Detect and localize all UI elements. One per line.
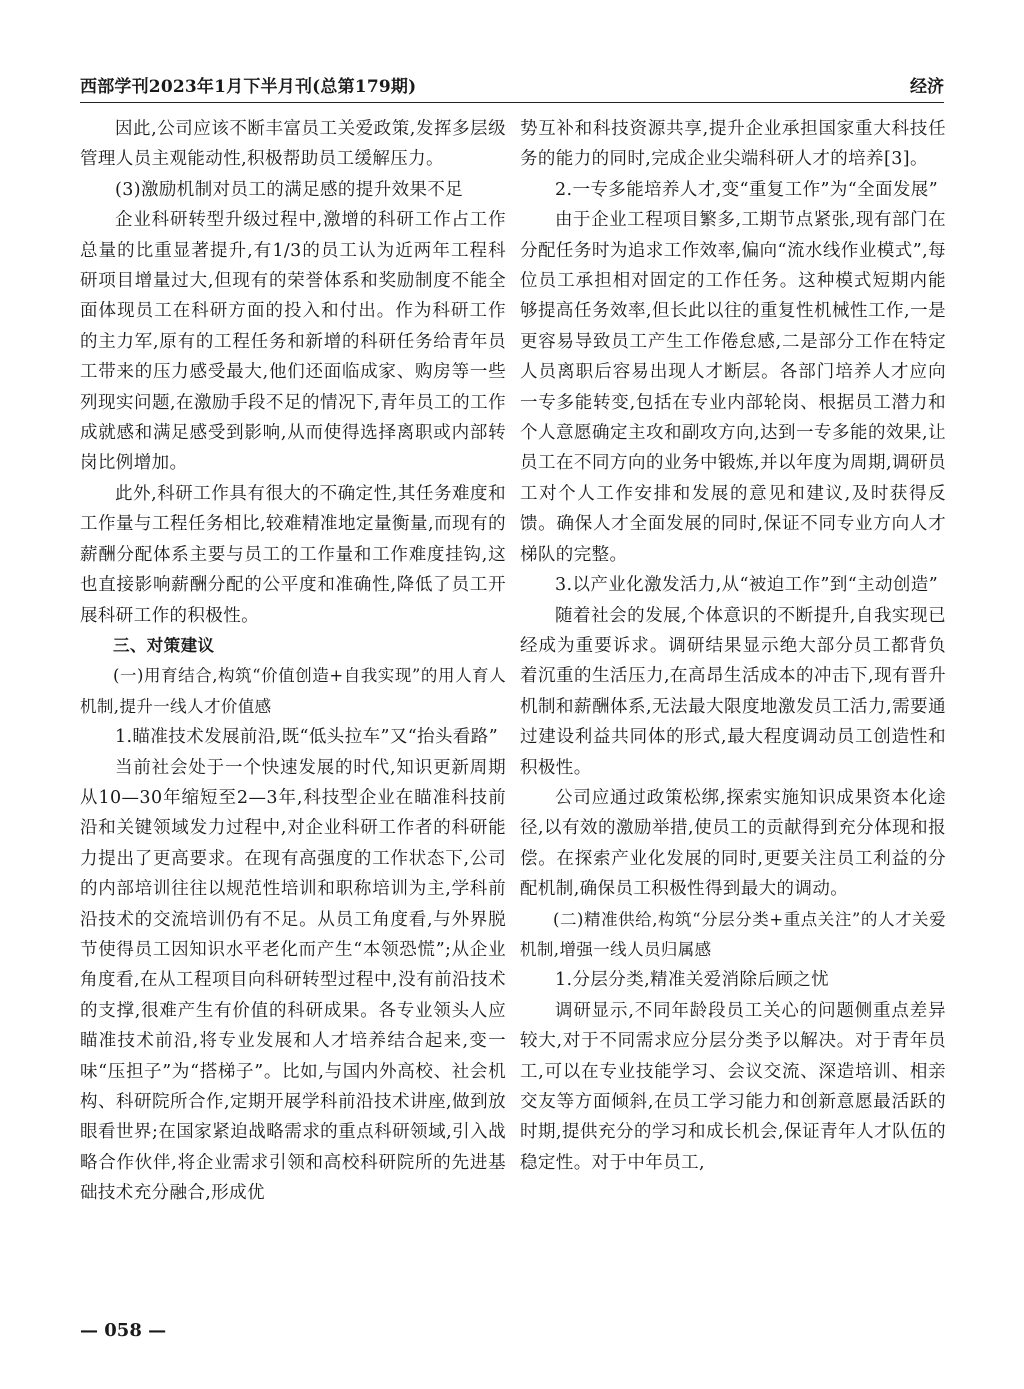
header-divider [80,102,944,103]
left-column [80,114,506,1304]
section-label: 经济 [910,77,944,97]
right-column [520,114,946,1304]
subsection-heading: 2.一专多能培养人才,变“重复工作”为“全面发展” [555,179,939,200]
subsection-heading: 1.分层分类,精准关爱消除后顾之忧 [555,970,830,991]
subsection-heading: 1.瞄准技术发展前沿,既“低头拉车”又“抬头看路” [115,727,499,748]
paragraph: 调研显示,不同年龄段员工关心的问题侧重点差异较大,对于不同需求应分层分类予以解决。对于青年员工,可以在专业技能学习、会议交流、深造培训、相亲交友等方面倾斜,在员工学习能力和创新意愿最活跃的时期,提供充分的学习和成长机会,保证青年人才队伍的稳定性。对于中年员工, [520,1000,946,1173]
subsection-heading: (3)激励机制对员工的满足感的提升效果不足 [115,179,464,200]
paragraph: 随着社会的发展,个体意识的不断提升,自我实现已经成为重要诉求。调研结果显示绝大部分员工都背负着沉重的生活压力,在高昂生活成本的冲击下,现有晋升机制和薪酬体系,无法最大限度地激发员工活力,需要通过建设利益共同体的形式,最大程度调动员工创造性和积极性。 [520,605,946,778]
paragraph: 因此,公司应该不断丰富员工关爱政策,发挥多层级管理人员主观能动性,积极帮助员工缓解压力。 [80,119,506,170]
section-heading: 三、对策建议 [113,635,215,655]
paragraph: 势互补和科技资源共享,提升企业承担国家重大科技任务的能力的同时,完成企业尖端科研人才的培养[3]。 [520,119,946,170]
subsection-heading: (一)用育结合,构筑“价值创造+自我实现”的用人育人机制,提升一线人才价值感 [80,666,506,716]
paragraph: 当前社会处于一个快速发展的时代,知识更新周期从10—30年缩短至2—3年,科技型企业在瞄准科技前沿和关键领域发力过程中,对企业科研工作者的科研能力提出了更高要求。在现有高强度的工作状态下,公司的内部培训往往以规范性培训和职称培训为主,学科前沿技术的交流培训仍有不足。从员工角度看,与外界脱节使得员工因知识水平老化而产生“本领恐慌”;从企业角度看,在从工程项目向科研转型过程中,没有前沿技术的支撑,很难产生有价值的科研成果。各专业领头人应瞄准技术前沿,将专业发展和人才培养结合起来,变一味“压担子”为“搭梯子”。比如,与国内外高校、社会机构、科研院所合作,定期开展学科前沿技术讲座,做到放眼看世界;在国家紧迫战略需求的重点科研领域,引入战略合作伙伴,将企业需求引领和高校科研院所的先进基础技术充分融合,形成优 [80,757,506,1204]
paragraph: 企业科研转型升级过程中,激增的科研工作占工作总量的比重显著提升,有1/3的员工认为近两年工程科研项目增量过大,但现有的荣誉体系和奖励制度不能全面体现员工在科研方面的投入和付出。作为科研工作的主力军,原有的工程任务和新增的科研任务给青年员工带来的压力感受最大,他们还面临成家、购房等一些列现实问题,在激励手段不足的情况下,青年员工的工作成就感和满足感受到影响,从而使得选择离职或内部转岗比例增加。 [80,210,506,474]
journal-issue-title: 西部学刊2023年1月下半月刊(总第179期) [80,77,417,97]
subsection-heading: (二)精准供给,构筑“分层分类+重点关注”的人才关爱机制,增强一线人员归属感 [520,909,946,959]
page-header [80,72,944,104]
subsection-heading: 3.以产业化激发活力,从“被迫工作”到“主动创造” [555,575,939,596]
paragraph: 此外,科研工作具有很大的不确定性,其任务难度和工作量与工程任务相比,较难精准地定量衡量,而现有的薪酬分配体系主要与员工的工作量和工作难度挂钩,这也直接影响薪酬分配的公平度和准确性,降低了员工开展科研工作的积极性。 [80,483,506,626]
paragraph: 公司应通过政策松绑,探索实施知识成果资本化途径,以有效的激励举措,使员工的贡献得到充分体现和报偿。在探索产业化发展的同时,更要关注员工利益的分配机制,确保员工积极性得到最大的调动。 [520,787,946,900]
page-number: — 058 — [80,1320,167,1341]
paragraph: 由于企业工程项目繁多,工期节点紧张,现有部门在分配任务时为追求工作效率,偏向“流水线作业模式”,每位员工承担相对固定的工作任务。这种模式短期内能够提高任务效率,但长此以往的重复性机械性工作,一是更容易导致员工产生工作倦怠感,二是部分工作在特定人员离职后容易出现人才断层。各部门培养人才应向一专多能转变,包括在专业内部轮岗、根据员工潜力和个人意愿确定主攻和副攻方向,达到一专多能的效果,让员工在不同方向的业务中锻炼,并以年度为周期,调研员工对个人工作安排和发展的意见和建议,及时获得反馈。确保人才全面发展的同时,保证不同专业方向人才梯队的完整。 [520,210,946,565]
